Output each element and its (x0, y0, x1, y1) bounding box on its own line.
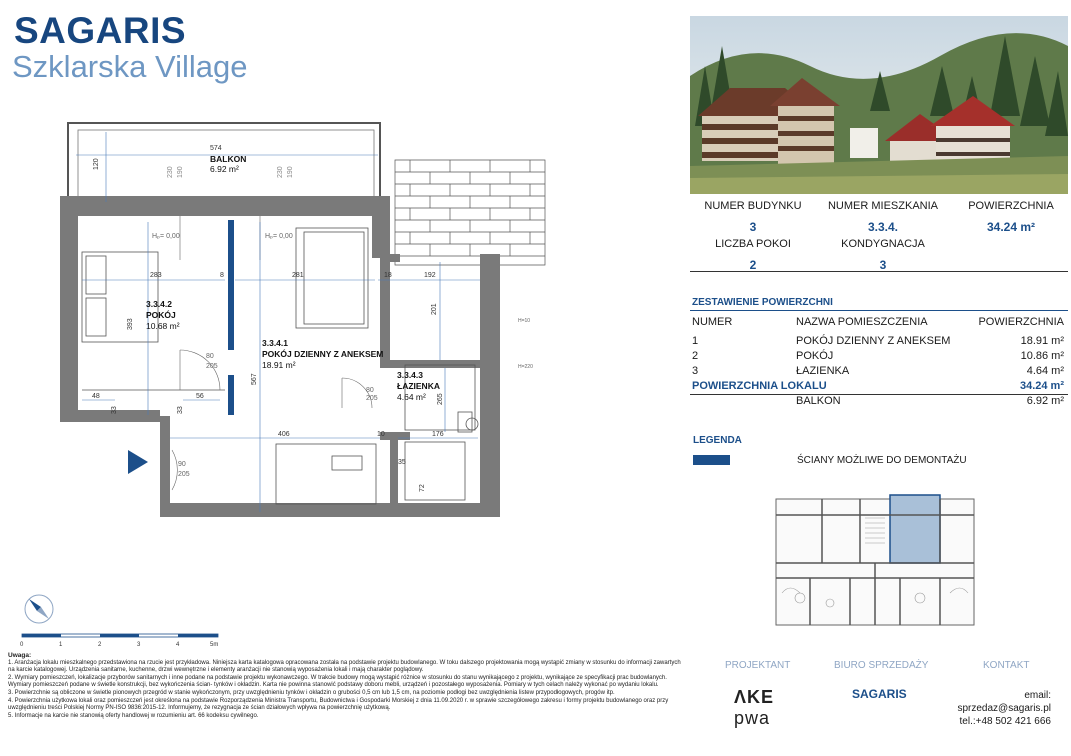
door-label: 205 (178, 471, 190, 478)
scale-tick: 3 (137, 642, 141, 648)
row-number: 1 (692, 335, 699, 347)
door-label: 80 (206, 353, 214, 360)
scale-tick: 5m (210, 642, 219, 648)
brand-title: SAGARIS (14, 10, 187, 51)
areas-table-header (690, 316, 1068, 331)
apartment-area-label: POWIERZCHNIA (968, 200, 1054, 212)
dim-label: 190 (287, 166, 294, 178)
row-number: 2 (692, 350, 699, 362)
dim-label: 48 (92, 393, 100, 400)
row-number: 3 (692, 365, 699, 377)
rooms-count (690, 238, 816, 272)
row-area: 18.91 m² (1020, 335, 1064, 347)
table-row (690, 350, 1068, 365)
balcony-value: 6.92 m² (1026, 395, 1064, 407)
designer-label: PROJEKTANT (725, 660, 791, 671)
door-label: 90 (178, 461, 186, 468)
dim-label: 283 (150, 272, 162, 279)
legend-title: LEGENDA (693, 435, 742, 446)
areas-title: ZESTAWIENIE POWIERZCHNI (692, 297, 833, 308)
note-item: 4. Powierzchnia użytkowa lokali oraz pomieszczeń jest określona na podstawie Rozporządzenia Ministra Transportu, Budownictwa i Gospodarki Morskiej z dnia 11.09.2020 r. w sprawie szczegółowego zakresu i formy projektu budowlanego oraz przy uwzględnieniu treści Polskiej Normy PN-ISO 9836:2015-12. Informujemy, że rezygnacja ze ścian działowych wpływa na powierzchnię użytkową. (8, 697, 669, 712)
height-label: H=220 (518, 364, 533, 370)
room3-id: 3.3.4.3 (397, 370, 423, 380)
building-number-value: 3 (749, 220, 757, 234)
dim-label: 201 (431, 303, 438, 315)
scale-tick: 4 (176, 642, 180, 648)
dim-label: 393 (127, 318, 134, 330)
designer-logo-top: ΛKE (734, 687, 775, 707)
total-area-value: 34.24 m² (1019, 380, 1064, 392)
apartment-number (820, 200, 946, 234)
designer-logo-bottom: pwa (734, 708, 771, 728)
scale-tick: 2 (98, 642, 102, 648)
dim-label: 18 (384, 272, 392, 279)
row-room-name: POKÓJ (796, 350, 834, 362)
apartment-number-value: 3.3.4. (867, 220, 899, 234)
brand-subtitle: Szklarska Village (12, 49, 248, 84)
dim-label: 567 (251, 373, 258, 385)
phone-number[interactable]: tel.:+48 502 421 666 (959, 716, 1051, 727)
row-room-name: ŁAZIENKA (796, 365, 850, 377)
table-row (690, 365, 1068, 380)
note-item: 3. Powierzchnie są obliczone w świetle pionowych przegród w stanie wykończonym, przy uwzględnieniu tynków i okładzin o grubości 0,5 cm lub 1,5 cm, na poziomie podłogi bez uwzględnienia listew przypodłogowych, progów itp. (8, 689, 615, 696)
north-arrow-icon (22, 592, 56, 626)
floor-plan (60, 120, 560, 520)
dim-label: 10 (377, 431, 385, 438)
note-item: 1. Aranżacja lokalu mieszkalnego przedstawiona na rzucie jest przykładowa. Niniejsza karta katalogowa opracowana została na podstawie projektu budowlanego. W toku dalszego projektowania mogą wystąpić zmiany w stosunku do informacji zawartych na karcie katalogowej. Urządzenia sanitarne, kuchenne, drzwi wewnętrzne i elementy aranżacji nie stanowią wyposażenia lokali i mają charakter poglądowy. (8, 659, 681, 674)
apartment-area-value: 34.24 m² (986, 220, 1036, 234)
floor-level-value: 3 (879, 258, 887, 272)
balcony-name: BALKON (210, 154, 247, 164)
notes (8, 652, 688, 720)
key-plan (770, 493, 980, 631)
row-area: 10.86 m² (1020, 350, 1064, 362)
balcony-label: BALKON (796, 395, 841, 407)
floor-level (820, 238, 946, 272)
row-area: 4.64 m² (1026, 365, 1064, 377)
demolishable-walls (228, 220, 234, 415)
room2-id: 3.3.4.2 (146, 299, 172, 309)
dim-label: 265 (437, 393, 444, 405)
dim-label: 72 (419, 484, 426, 492)
building-number-label: NUMER BUDYNKU (704, 200, 802, 212)
room3-name: ŁAZIENKA (397, 381, 440, 391)
dim-label: 230 (167, 166, 174, 178)
divider (690, 310, 1068, 311)
dim-label: 190 (177, 166, 184, 178)
balcony-area: 6.92 m² (210, 164, 239, 174)
legend-swatch (693, 455, 730, 465)
apartment-number-label: NUMER MIESZKANIA (827, 200, 938, 212)
divider (690, 394, 1068, 395)
entrance-arrow (128, 450, 148, 474)
dim-label: 120 (93, 158, 100, 170)
dim-label: 56 (196, 393, 204, 400)
height-label: Hₚ= 0,00 (265, 233, 293, 240)
door-label: 80 (366, 387, 374, 394)
total-area-row (690, 380, 1068, 395)
dim-label: 281 (292, 272, 304, 279)
floor-level-label: KONDYGNACJA (841, 238, 925, 250)
scale-tick: 1 (59, 642, 63, 648)
apartment-area (948, 200, 1071, 234)
height-label: Hₚ= 0,00 (152, 233, 180, 240)
dim-label: 8 (220, 272, 224, 279)
room1-name: POKÓJ DZIENNY Z ANEKSEM (262, 349, 384, 359)
sales-office-name: SAGARIS (852, 687, 907, 701)
room2-name: POKÓJ (146, 310, 176, 320)
room2-area: 10.68 m² (146, 321, 180, 331)
sales-label: BIURO SPRZEDAŻY (834, 660, 929, 671)
divider (690, 271, 1068, 272)
email-link[interactable]: sprzedaz@sagaris.pl (957, 703, 1051, 714)
note-item: 2. Wymiary pomieszczeń, lokalizacje przyborów sanitarnych i inne podane na podstawie projektu wykonawczego. W trakcie budowy mogą wystąpić różnice w stosunku do stanu wynikającego z projektu, wynikające ze specyfikacji prac budowlanych. Wymiary pomieszczeń podane w świetle konstrukcji, bez wykończenia ścian- tynków i okładzin. Karta nie powinna stanowić podstawy doboru mebli, urządzeń i pozostałego wyposażenia. Pomiary w tych celach należy wykonać po wydaniu lokalu. (8, 674, 667, 689)
dim-label: 35 (398, 459, 406, 466)
dim-label: 230 (277, 166, 284, 178)
row-room-name: POKÓJ DZIENNY Z ANEKSEM (796, 335, 951, 347)
legend-item: ŚCIANY MOŻLIWE DO DEMONTAŻU (797, 455, 967, 466)
building-photo (690, 16, 1068, 194)
total-area-label: POWIERZCHNIA LOKALU (692, 380, 827, 392)
email-label: email: (1024, 690, 1051, 701)
dim-label: 33 (177, 406, 184, 414)
dim-label: 192 (424, 272, 436, 279)
rooms-count-value: 2 (749, 258, 757, 272)
building-number (690, 200, 816, 234)
scale-bar (20, 632, 220, 652)
room1-area: 18.91 m² (262, 360, 296, 370)
header-number: NUMER (692, 316, 733, 328)
dim-label: 406 (278, 431, 290, 438)
header-area: POWIERZCHNIA (978, 316, 1064, 328)
rooms-count-label: LICZBA POKOI (715, 238, 791, 250)
dimension-lines (76, 132, 480, 512)
contact-info (957, 689, 1051, 728)
scale-tick: 0 (20, 642, 24, 648)
note-item: 5. Informacje na karcie nie stanowią oferty handlowej w rozumieniu art. 66 kodeksu cywilnego. (8, 712, 259, 719)
height-label: H=10 (518, 318, 531, 324)
door-label: 205 (206, 363, 218, 370)
dim-label: 33 (111, 406, 118, 414)
header-room-name: NAZWA POMIESZCZENIA (796, 316, 928, 328)
table-row (690, 335, 1068, 350)
balcony-row (690, 395, 1068, 410)
notes-title: Uwaga: (8, 652, 32, 659)
door-label: 205 (366, 395, 378, 402)
dim-label: 574 (210, 145, 222, 152)
dim-label: 176 (432, 431, 444, 438)
roof-hatch (395, 160, 545, 265)
room3-area: 4.64 m² (397, 392, 426, 402)
room1-id: 3.3.4.1 (262, 338, 288, 348)
contact-label: KONTAKT (983, 660, 1030, 671)
